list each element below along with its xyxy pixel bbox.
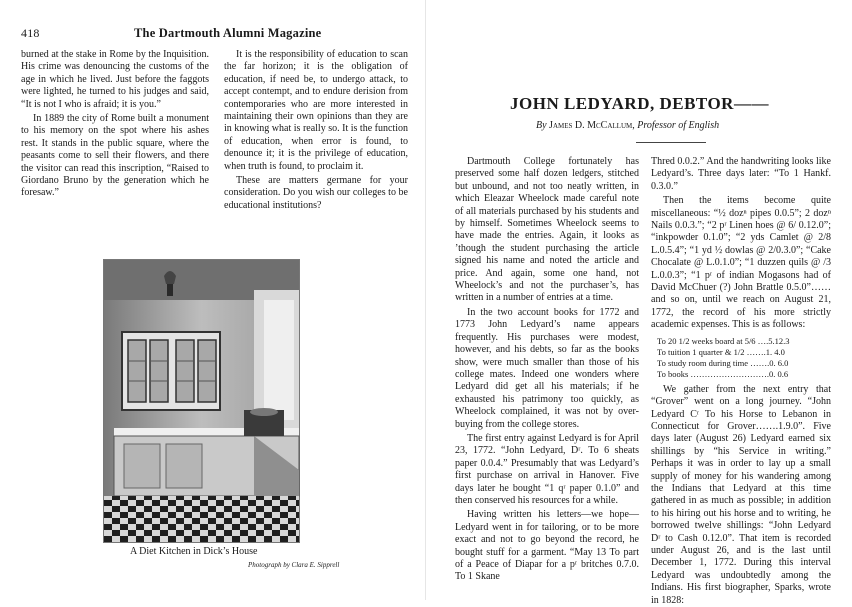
magazine-running-head: The Dartmouth Alumni Magazine xyxy=(134,26,322,40)
article-byline xyxy=(536,120,719,131)
page-number: 418 xyxy=(21,26,40,40)
account-line: To 20 1/2 weeks board at 5/6 ….5.12.3 xyxy=(657,335,790,346)
byline-role: Professor of English xyxy=(637,120,720,131)
byline-author: James D. McCallum, xyxy=(549,120,635,131)
account-line: To books ……………………….0. 0.6 xyxy=(657,368,789,379)
account-line: To tuition 1 quarter & 1/2 …….1. 4.0 xyxy=(657,346,785,357)
kitchen-photograph xyxy=(103,259,300,543)
left-page xyxy=(0,0,426,600)
title-rule xyxy=(636,142,706,143)
paragraph: Dartmouth College fortunately has preserved some half dozen ledgers, stitched but unbound, and not too neatly written, in which Eleazar Wheelock made careful note of all materials purchased by his students and by himself. Sometimes Wheelock seems to have made the entries. Again, it looks as ’though the student purchasing the article signed his name and noted the article and price. And again, some one hand, not Wheelock’s and not the purchaser’s, has written in a number of entries at a time. xyxy=(455,156,639,304)
account-table xyxy=(657,336,831,380)
right-column-b xyxy=(651,156,831,607)
paragraph: Then the items become quite miscellaneous: “½ dozⁿ pipes 0.0.5”; 2 dozⁿ Nails 0.0.3.”; “2 pʳ Linen hoes @ 6/ 0.12.0”; “inkpowder 0.1.0”; “2 yds Camlet @ 2/8 L.0.5.4”; “1 yd ½ dowlas @ 2/0.3.0”; “Cake Chocalate @ L.0.1.0”; “1 duzzen quils @ /3 L.0.0.3”; “1 pʳ of indian Mogasons had of David McChuer (?) John Brattle 0.5.0”…… and so on, until we reach on August 21, 1772, the record of his more strictly academic expenses. This is as follows: xyxy=(651,195,831,331)
paragraph: It is the responsibility of education to scan the far horizon; it is the obligation of education, if need be, to undergo attack, to accept contempt, and to endure derision from contemporaries who are more interested in maintaining their own opinions than they are in knowing what is really so. It is the function of education, when error is found, to denounce it; it is the privilege of education, when truth is found, to proclaim it. xyxy=(224,49,408,172)
paragraph: Having written his letters—we hope—Ledyard went in for tailoring, or to be more exact and not to go beyond the record, he bought stuff for a garment. “May 13 To part of a Peace of Diapar for a pʳ britches 0.7.0. To 1 Skane xyxy=(455,509,639,583)
kitchen-photo-illustration xyxy=(104,260,299,542)
account-line: To study room during time …….0. 6.0 xyxy=(657,357,789,368)
byline-by: By xyxy=(536,120,547,131)
paragraph: These are matters germane for your consideration. Do you wish our colleges to be educational institutions? xyxy=(224,175,408,211)
right-page xyxy=(426,0,852,606)
left-column-b xyxy=(224,49,408,212)
right-column-a xyxy=(455,156,639,584)
photo-caption: A Diet Kitchen in Dick’s House xyxy=(130,546,258,557)
article-title: JOHN LEDYARD, DEBTOR—— xyxy=(510,94,769,113)
photo-credit: Photograph by Clara E. Sipprell xyxy=(248,561,340,569)
left-column-a xyxy=(21,49,209,200)
paragraph: We gather from the next entry that “Grover” went on a long journey. “John Ledyard Cʳ To his Horse to Lebanon in Connecticut for Grover…….1.9.0”. Five days later (August 26) Ledyard earned six shillings by “his Service in writing.” Perhaps it was in order to lay up a small supply of money for his wandering among the Indians that Ledyard at this time gathered in as much as possible; in addition to his hiring out his horse and to writing, he borrowed twelve shillings: “John Ledyard Dʳ to Cash 0.12.0”. That item is recorded under August 26, and is the last until December 1, 1772. During this interval Ledyard was undoubtedly among the Indians. His first biographer, Sparks, wrote in 1828: xyxy=(651,383,831,606)
paragraph: burned at the stake in Rome by the Inquisition. His crime was denouncing the customs of the age in which he lived. Just before the faggots were lighted, he turned to his judges and said, “It is not I who is afraid; it is you.” xyxy=(21,49,209,110)
paragraph: The first entry against Ledyard is for April 23, 1772. “John Ledyard, Dʳ. To 6 sheats paper 0.0.4.” Presumably that was Ledyard’s first purchase on arrival in Hanover. Five days later he bought “1 qʳ paper 0.1.0” and then conserved his resources for a while. xyxy=(455,432,639,506)
paragraph: In 1889 the city of Rome built a monument to his memory on the spot where his ashes rest. It stands in the public square, where the peasants come to sell their flowers, and there the visitor can read this inscription, “Raised to Giordano Bruno by the generation which he foresaw.” xyxy=(21,113,209,199)
paragraph: Thred 0.0.2.” And the handwriting looks like Ledyard’s. Three days later: “To 1 Hankf. 0.3.0.” xyxy=(651,156,831,192)
paragraph: In the two account books for 1772 and 1773 John Ledyard’s name appears frequently. His purchases were modest, however, and his debts, so far as the books show, were much smaller than those of his college mates. Indeed one wonders where Ledyard did get all his materials; if he exhausted his patrimony too quickly, as Wheelock complained, it was not by over-buying from the college stores. xyxy=(455,306,639,430)
